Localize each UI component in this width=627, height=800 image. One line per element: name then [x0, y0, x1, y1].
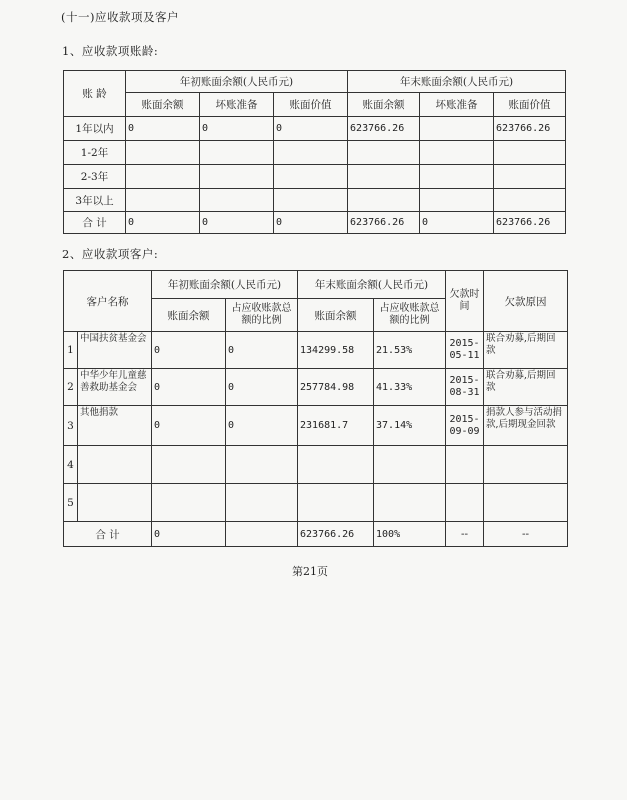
table-cell — [126, 165, 200, 189]
table-cell — [420, 165, 494, 189]
table-cell — [348, 189, 420, 212]
table-cell: 0 — [274, 117, 348, 141]
table-cell: 21.53% — [374, 332, 446, 369]
total-row — [64, 212, 566, 234]
end-balance-header: 账面余额 — [298, 299, 374, 332]
row-number: 4 — [64, 446, 78, 484]
table-cell: 0 — [274, 212, 348, 234]
aging-label: 合 计 — [64, 212, 126, 234]
table-cell: 0 — [126, 117, 200, 141]
aging-label: 3年以上 — [64, 189, 126, 212]
aging-label: 1-2年 — [64, 141, 126, 165]
aging-col-header: 账面价值 — [274, 93, 348, 117]
table-cell — [226, 446, 298, 484]
arrears-reason-header: 欠款原因 — [484, 271, 568, 332]
table-cell — [348, 165, 420, 189]
arrears-date: 2015-08-31 — [446, 369, 484, 406]
customer-name: 中华少年儿童慈善救助基金会 — [78, 369, 152, 406]
row-number: 2 — [64, 369, 78, 406]
row-number: 3 — [64, 406, 78, 446]
arrears-date — [446, 484, 484, 522]
table-cell: 100% — [374, 522, 446, 547]
table-cell — [374, 484, 446, 522]
table-cell: 37.14% — [374, 406, 446, 446]
table-cell: 623766.26 — [298, 522, 374, 547]
table-cell — [298, 484, 374, 522]
table-row — [64, 484, 568, 522]
arrears-reason: 捐款人参与活动捐款,后期现金回款 — [484, 406, 568, 446]
table-cell: 0 — [152, 369, 226, 406]
table-cell: 623766.26 — [494, 212, 566, 234]
table-cell — [126, 141, 200, 165]
customer-name — [78, 484, 152, 522]
table-cell: 623766.26 — [348, 117, 420, 141]
table-cell — [494, 189, 566, 212]
customer-name — [78, 446, 152, 484]
aging-col-header: 账面价值 — [494, 93, 566, 117]
table-cell — [200, 141, 274, 165]
total-row — [64, 522, 568, 547]
table-cell — [274, 141, 348, 165]
row-number: 5 — [64, 484, 78, 522]
table-cell: 0 — [126, 212, 200, 234]
table-cell — [420, 189, 494, 212]
table-cell — [374, 446, 446, 484]
table-cell — [200, 165, 274, 189]
aging-col-header: 账面余额 — [126, 93, 200, 117]
aging-label: 2-3年 — [64, 165, 126, 189]
table-cell — [494, 141, 566, 165]
table-cell — [298, 446, 374, 484]
aging-col-header: 坏账准备 — [420, 93, 494, 117]
table-row — [64, 446, 568, 484]
table-cell — [226, 522, 298, 547]
table-row — [64, 406, 568, 446]
table-cell — [348, 141, 420, 165]
table-cell — [200, 189, 274, 212]
table-cell — [494, 165, 566, 189]
begin-balance-header: 账面余额 — [152, 299, 226, 332]
table-cell — [420, 117, 494, 141]
table-cell: 623766.26 — [494, 117, 566, 141]
table-cell: 0 — [226, 332, 298, 369]
table-cell — [152, 484, 226, 522]
table-cell: 0 — [152, 332, 226, 369]
arrears-reason — [484, 484, 568, 522]
aging-label: 1年以内 — [64, 117, 126, 141]
table-row — [64, 117, 566, 141]
table-cell: 0 — [226, 369, 298, 406]
page-number: 第21页 — [292, 565, 328, 578]
table-cell: -- — [446, 522, 484, 547]
table-row — [64, 141, 566, 165]
row-number: 1 — [64, 332, 78, 369]
arrears-reason: 联合劝募,后期回款 — [484, 369, 568, 406]
aging-group-end: 年末账面余额(人民币元) — [348, 71, 566, 93]
arrears-date — [446, 446, 484, 484]
aging-col-header: 账面余额 — [348, 93, 420, 117]
begin-ratio-header: 占应收账款总额的比例 — [226, 299, 298, 332]
aging-table — [63, 70, 566, 234]
table-row — [64, 165, 566, 189]
table-cell: 134299.58 — [298, 332, 374, 369]
table-cell: 231681.7 — [298, 406, 374, 446]
table-cell: 0 — [152, 522, 226, 547]
table-cell: 623766.26 — [348, 212, 420, 234]
customer-name: 其他捐款 — [78, 406, 152, 446]
arrears-date: 2015-09-09 — [446, 406, 484, 446]
customer-group-end: 年末账面余额(人民币元) — [298, 271, 446, 299]
table-cell — [274, 189, 348, 212]
customer-table — [63, 270, 568, 547]
aging-group-begin: 年初账面余额(人民币元) — [126, 71, 348, 93]
table-row — [64, 332, 568, 369]
section-title: (十一)应收款项及客户 — [61, 10, 179, 24]
customer-name: 中国扶贫基金会 — [78, 332, 152, 369]
table-cell: 257784.98 — [298, 369, 374, 406]
aging-col-header: 坏账准备 — [200, 93, 274, 117]
table-cell — [126, 189, 200, 212]
table-cell — [226, 484, 298, 522]
arrears-date-header: 欠款时间 — [446, 271, 484, 332]
table-cell: 41.33% — [374, 369, 446, 406]
table-cell: 0 — [420, 212, 494, 234]
customers-subtitle: 2、应收款项客户: — [62, 247, 159, 261]
table-cell — [274, 165, 348, 189]
table-row — [64, 369, 568, 406]
table-cell — [152, 446, 226, 484]
customer-group-begin: 年初账面余额(人民币元) — [152, 271, 298, 299]
end-ratio-header: 占应收账款总额的比例 — [374, 299, 446, 332]
total-label: 合 计 — [64, 522, 152, 547]
table-cell — [420, 141, 494, 165]
table-cell: 0 — [200, 212, 274, 234]
aging-subtitle: 1、应收款项账龄: — [62, 44, 159, 58]
table-cell: -- — [484, 522, 568, 547]
arrears-reason — [484, 446, 568, 484]
customer-name-header: 客户名称 — [64, 271, 152, 332]
table-cell: 0 — [200, 117, 274, 141]
table-cell: 0 — [226, 406, 298, 446]
aging-row-header: 账 龄 — [64, 71, 126, 117]
arrears-reason: 联合劝募,后期回款 — [484, 332, 568, 369]
table-row — [64, 189, 566, 212]
arrears-date: 2015-05-11 — [446, 332, 484, 369]
table-cell: 0 — [152, 406, 226, 446]
